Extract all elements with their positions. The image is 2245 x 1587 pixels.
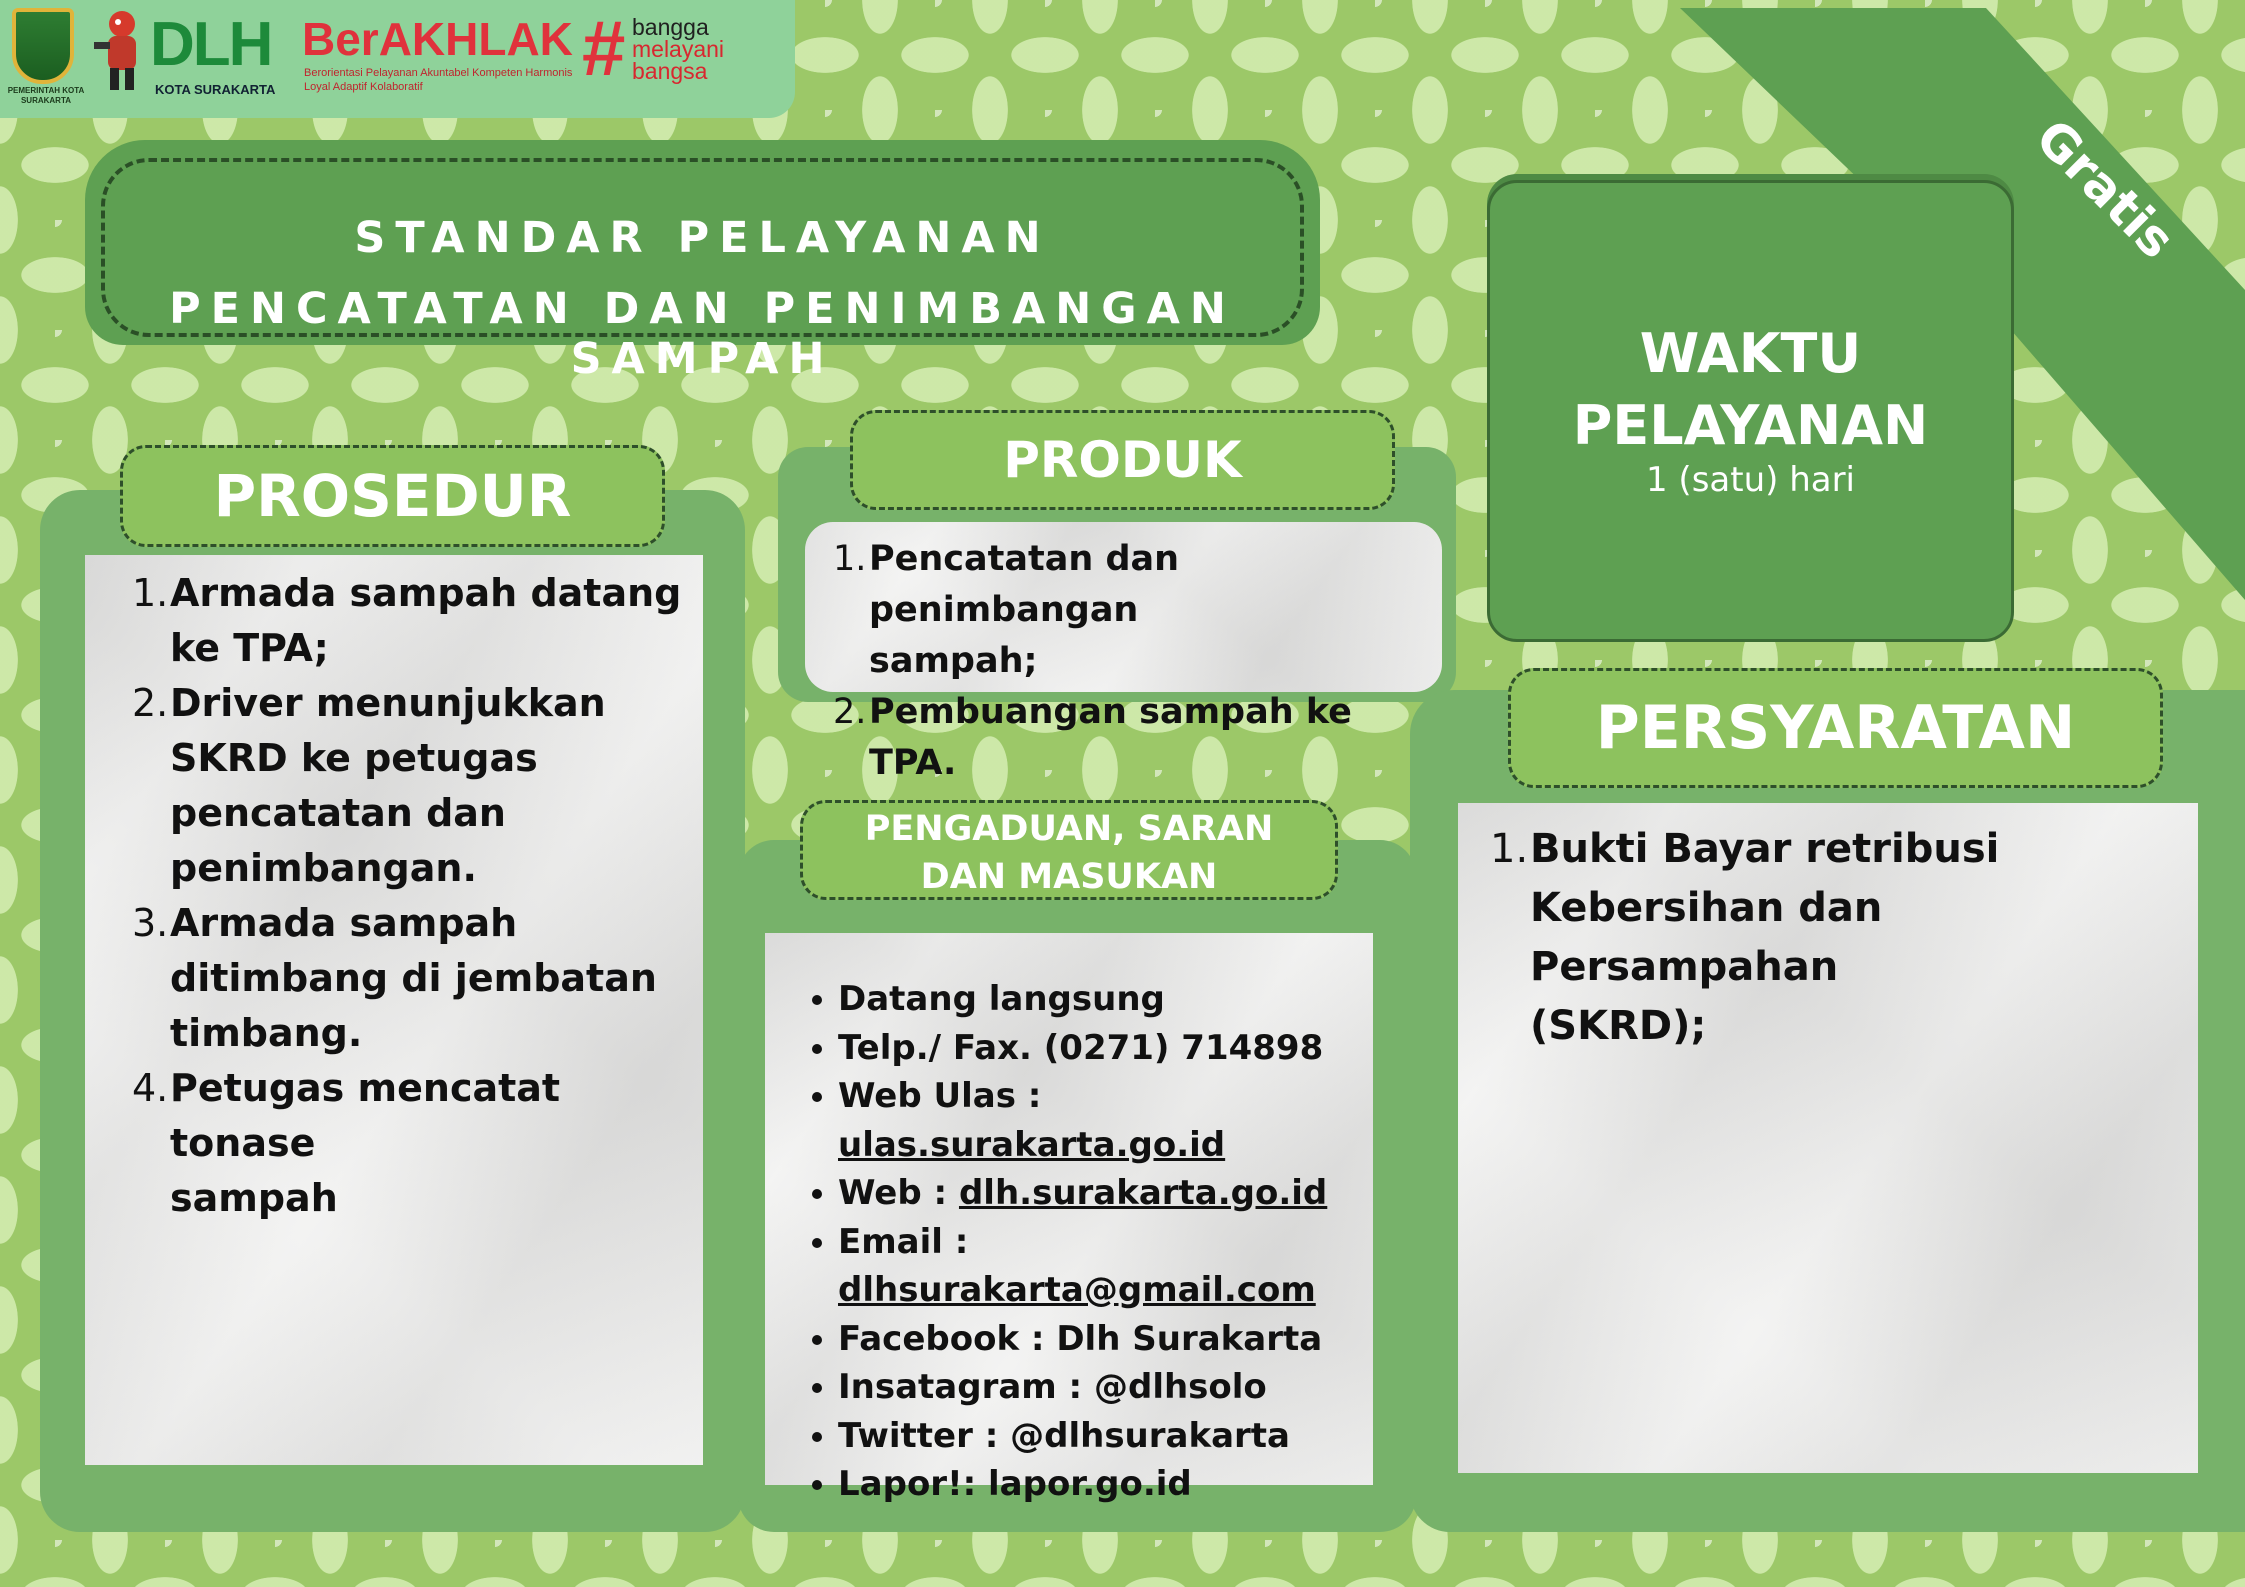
pengaduan-item [808, 1024, 1368, 1073]
produk-item-line: Pembuangan sampah ke TPA. [869, 692, 1352, 783]
pengaduan-heading-line1: PENGADUAN, SARAN [864, 809, 1274, 849]
list-number: 4. [132, 1066, 169, 1110]
berakhlak-subtitle: Berorientasi Pelayanan Akuntabel Kompeten Harmonis Loyal Adaptif Kolaboratif [304, 67, 573, 93]
persyaratan-item [1490, 820, 2190, 1056]
produk-item [833, 687, 1433, 789]
produk-item-line: sampah; [869, 641, 1038, 681]
prosedur-item-line: sampah [170, 1176, 338, 1220]
persyaratan-item-line: Bukti Bayar retribusi [1530, 826, 2000, 872]
bangga-line: melayani [632, 36, 725, 62]
pengaduan-item-label: Facebook : Dlh Surakarta [838, 1318, 1323, 1359]
pengaduan-item [808, 1218, 1368, 1267]
list-number: 1. [1490, 826, 1529, 872]
pengaduan-item [808, 1363, 1368, 1412]
list-number: 3. [132, 901, 169, 945]
bangga-line: bangga [632, 14, 709, 40]
pengaduan-item-label: Telp./ Fax. (0271) 714898 [838, 1027, 1324, 1068]
pengaduan-heading-line2: DAN MASUKAN [920, 857, 1218, 897]
pengaduan-item-label: Email : [838, 1221, 969, 1262]
prosedur-item [132, 896, 692, 1061]
bangga-line: bangsa [632, 58, 708, 84]
coat-of-arms-icon [12, 8, 74, 84]
prosedur-item-line: Armada sampah [170, 901, 518, 945]
email-link[interactable]: dlhsurakarta@gmail.com [838, 1270, 1316, 1310]
list-number: 2. [833, 692, 867, 732]
list-number: 1. [833, 539, 867, 579]
dlh-wordmark: DLH [150, 10, 272, 79]
prosedur-item-line: ditimbang di jembatan [170, 956, 657, 1000]
pengaduan-item-label: Insatagram : @dlhsolo [838, 1367, 1267, 1407]
waktu-title-line2: PELAYANAN [1572, 394, 1929, 457]
seal-caption: PEMERINTAH KOTA SURAKARTA [7, 86, 85, 105]
prosedur-item [132, 676, 692, 896]
prosedur-item-line: Armada sampah datang [170, 571, 682, 615]
prosedur-item-line: Petugas mencatat tonase [170, 1066, 561, 1165]
waktu-pelayanan-title [1487, 318, 2014, 462]
page-title-line1: STANDAR PELAYANAN [354, 213, 1051, 263]
persyaratan-item-line: (SKRD); [1530, 1003, 1707, 1049]
pengaduan-item [808, 1412, 1368, 1461]
persyaratan-item-line: Kebersihan dan Persampahan [1530, 885, 1883, 990]
pengaduan-item-label: Datang langsung [838, 979, 1165, 1019]
bangga-melayani-bangsa-logo [632, 16, 724, 82]
prosedur-heading: PROSEDUR [120, 445, 665, 547]
waktu-title-line1: WAKTU [1639, 322, 1862, 385]
gratis-label: Gratis [2024, 108, 2186, 270]
prosedur-item-line: ke TPA; [170, 626, 329, 670]
prosedur-item [132, 566, 692, 676]
waktu-pelayanan-value: 1 (satu) hari [1645, 460, 1855, 500]
prosedur-item-line: SKRD ke petugas [170, 736, 538, 780]
pengaduan-item-label: Web Ulas : [838, 1076, 1042, 1116]
prosedur-item-line: pencatatan dan [170, 791, 506, 835]
pengaduan-item-label: Web : [838, 1173, 959, 1213]
page-title-line2: PENCATATAN DAN PENIMBANGAN SAMPAH [169, 284, 1236, 384]
prosedur-item [132, 1061, 692, 1226]
pengaduan-item-label: Twitter : @dlhsurakarta [838, 1415, 1290, 1456]
prosedur-item-line: timbang. [170, 1011, 363, 1055]
produk-item-line: Pencatatan dan penimbangan [869, 539, 1180, 630]
pengaduan-item [808, 1072, 1368, 1169]
dlh-subtitle: KOTA SURAKARTA [155, 82, 276, 97]
prosedur-item-line: penimbangan. [170, 846, 477, 890]
pengaduan-item [808, 1460, 1368, 1509]
berakhlak-wordmark: BerAKHLAK [302, 13, 573, 65]
pengaduan-list [808, 975, 1368, 1509]
pengaduan-item-label: Lapor!: lapor.go.id [838, 1464, 1192, 1504]
prosedur-item-line: Driver menunjukkan [170, 681, 606, 725]
pengaduan-item [808, 1169, 1368, 1218]
list-number: 1. [132, 571, 169, 615]
pengaduan-item-continuation [808, 1266, 1368, 1315]
list-number: 2. [132, 681, 169, 725]
persyaratan-list [1490, 820, 2190, 1056]
web-ulas-link[interactable]: ulas.surakarta.go.id [838, 1124, 1226, 1165]
pengaduan-heading [800, 800, 1338, 900]
persyaratan-heading: PERSYARATAN [1508, 668, 2163, 788]
pengaduan-item [808, 1315, 1368, 1364]
produk-list [833, 534, 1433, 789]
produk-heading: PRODUK [850, 410, 1395, 510]
prosedur-list [132, 566, 692, 1226]
produk-item [833, 534, 1433, 687]
pengaduan-item [808, 975, 1368, 1024]
web-dlh-link[interactable]: dlh.surakarta.go.id [958, 1173, 1328, 1213]
hashtag-icon: # [582, 4, 626, 92]
mascot-icon [92, 8, 152, 94]
